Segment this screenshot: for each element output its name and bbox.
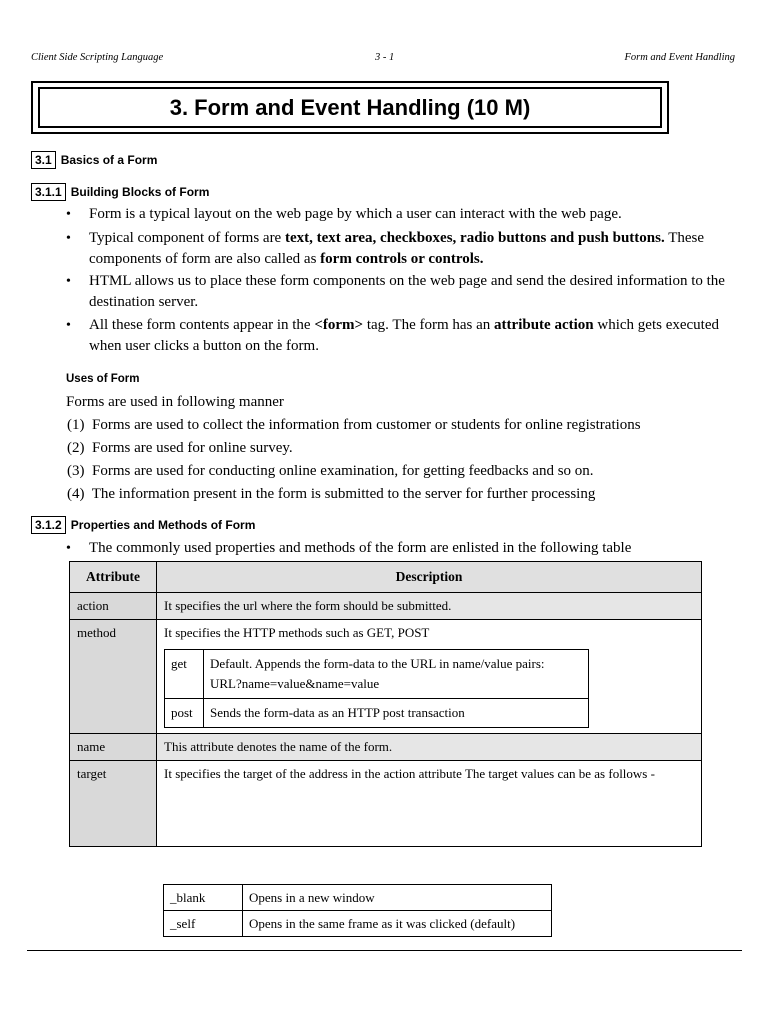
target-values-table bbox=[163, 884, 552, 937]
desc-cell bbox=[157, 620, 702, 734]
section-title: Properties and Methods of Form bbox=[70, 518, 256, 532]
bullet-dot: • bbox=[66, 231, 71, 246]
table-row bbox=[164, 911, 552, 937]
table-row bbox=[165, 699, 589, 728]
uses-heading: Uses of Form bbox=[66, 373, 140, 385]
attr-cell: name bbox=[70, 734, 157, 761]
bullet-dot: • bbox=[66, 274, 71, 289]
method-key: get bbox=[165, 650, 204, 699]
target-value: Opens in the same frame as it was clicked (default) bbox=[243, 911, 552, 937]
section-3-1-1-heading bbox=[31, 183, 209, 201]
target-value: Opens in a new window bbox=[243, 885, 552, 911]
table-row bbox=[164, 885, 552, 911]
attr-cell: target bbox=[70, 761, 157, 847]
table-header-row bbox=[70, 562, 702, 593]
table-header: Description bbox=[157, 562, 702, 593]
uses-item-2: (2) Forms are used for online survey. bbox=[67, 440, 293, 456]
method-subtable bbox=[164, 649, 589, 728]
section-number: 3.1.2 bbox=[31, 516, 66, 534]
bullet-dot: • bbox=[66, 207, 71, 222]
properties-table bbox=[69, 561, 702, 847]
chapter-title: 3. Form and Event Handling (10 M) bbox=[38, 87, 662, 128]
bullet-3: HTML allows us to place these form components on the web page and send the desired information to the destination server. bbox=[89, 273, 725, 310]
section-number: 3.1 bbox=[31, 151, 56, 169]
bullet-dot: • bbox=[66, 541, 71, 556]
table-row bbox=[70, 761, 702, 847]
uses-intro: Forms are used in following manner bbox=[66, 394, 284, 410]
uses-item-3: (3) Forms are used for conducting online examination, for getting feedbacks and so on. bbox=[67, 463, 594, 479]
table-row bbox=[70, 593, 702, 620]
table-row bbox=[70, 734, 702, 761]
desc-cell: It specifies the url where the form should be submitted. bbox=[157, 593, 702, 620]
attr-cell: action bbox=[70, 593, 157, 620]
bullet-2: Typical component of forms are text, text area, checkboxes, radio buttons and push buttons. These components of form are also called as form controls or controls. bbox=[89, 230, 705, 267]
method-value: Default. Appends the form-data to the URL in name/value pairs: URL?name=value&name=value bbox=[204, 650, 589, 699]
method-value: Sends the form-data as an HTTP post transaction bbox=[204, 699, 589, 728]
header-right: Form and Event Handling bbox=[624, 52, 735, 63]
section-3-1-heading bbox=[31, 151, 157, 169]
properties-bullet: The commonly used properties and methods of the form are enlisted in the following table bbox=[89, 540, 632, 556]
bullet-4: All these form contents appear in the <form> tag. The form has an attribute action which gets executed when user clicks a button on the form. bbox=[89, 317, 719, 354]
table-header: Attribute bbox=[70, 562, 157, 593]
chapter-title-box bbox=[31, 81, 669, 134]
section-number: 3.1.1 bbox=[31, 183, 66, 201]
uses-item-4: (4) The information present in the form is submitted to the server for further processing bbox=[67, 486, 596, 502]
bullet-1: Form is a typical layout on the web page by which a user can interact with the web page. bbox=[89, 206, 622, 222]
section-title: Building Blocks of Form bbox=[70, 185, 210, 199]
header-page-number: 3 - 1 bbox=[375, 52, 395, 63]
uses-item-1: (1) Forms are used to collect the information from customer or students for online registrations bbox=[67, 417, 641, 433]
desc-cell: This attribute denotes the name of the form. bbox=[157, 734, 702, 761]
section-3-1-2-heading bbox=[31, 516, 255, 534]
method-desc: It specifies the HTTP methods such as GET, POST bbox=[164, 625, 430, 640]
header-left: Client Side Scripting Language bbox=[31, 52, 164, 63]
table-row bbox=[70, 620, 702, 734]
attr-cell: method bbox=[70, 620, 157, 734]
target-key: _self bbox=[164, 911, 243, 937]
section-title: Basics of a Form bbox=[60, 153, 158, 167]
bullet-dot: • bbox=[66, 318, 71, 333]
footer-divider bbox=[27, 950, 742, 951]
target-key: _blank bbox=[164, 885, 243, 911]
desc-cell: It specifies the target of the address in the action attribute The target values can be as follows - bbox=[157, 761, 702, 847]
table-row bbox=[165, 650, 589, 699]
method-key: post bbox=[165, 699, 204, 728]
